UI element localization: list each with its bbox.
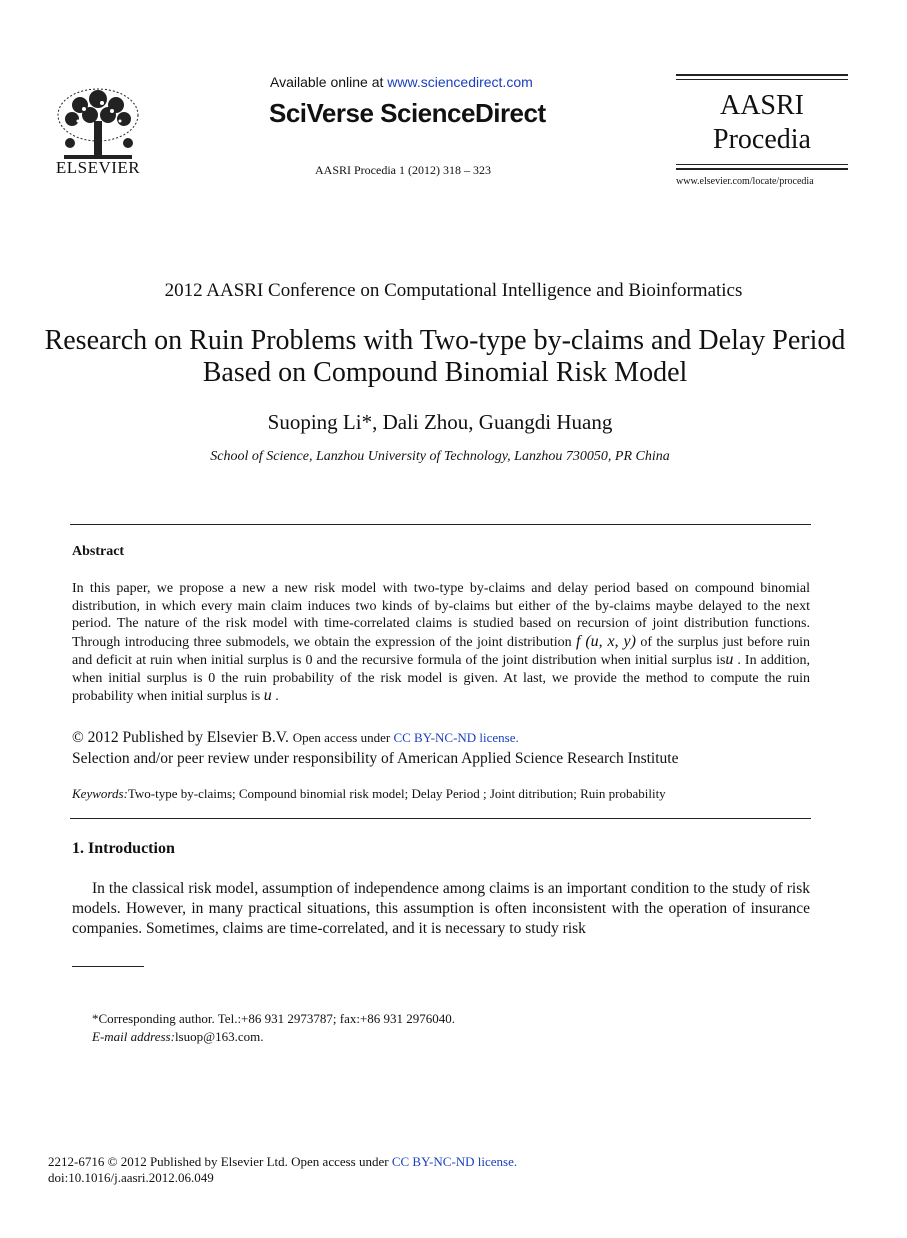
introduction-text: In the classical risk model, assumption of independence among claims is an important condition to the study of risk models. However, in many practical situations, this assumption is often inconsistent with the operation of insurance companies. Sometimes, claims are time-correlated, and it is necessary to study risk xyxy=(72,880,810,937)
abstract-top-rule xyxy=(70,524,811,525)
email-line xyxy=(92,1028,455,1046)
journal-name-line1: AASRI xyxy=(719,90,804,121)
journal-masthead xyxy=(676,74,848,172)
keywords xyxy=(72,786,812,802)
introduction-paragraph xyxy=(72,879,810,939)
sciencedirect-link[interactable]: www.sciencedirect.com xyxy=(387,74,533,90)
abstract-bottom-rule xyxy=(70,818,811,819)
copyright-block xyxy=(72,727,812,769)
copyright-line xyxy=(72,727,812,748)
email-address[interactable]: lsuop@163.com. xyxy=(174,1029,264,1044)
open-access-text: Open access under xyxy=(292,730,394,745)
conference-name: 2012 AASRI Conference on Computational Intelligence and Bioinformatics xyxy=(164,280,743,301)
masthead-rule-top-thin xyxy=(676,79,848,80)
footer-license-link[interactable]: CC BY-NC-ND license. xyxy=(391,1154,518,1169)
journal-citation: AASRI Procedia 1 (2012) 318 – 323 xyxy=(315,163,491,177)
abstract-heading: Abstract xyxy=(72,544,125,559)
abstract-text-3: . In addition, when initial surplus is 0 the ruin probability of the risk model is given. At last, we provide the method to compute the ruin probability when initial surplus is xyxy=(72,653,810,704)
footnote xyxy=(92,1010,455,1046)
masthead-rule-top xyxy=(676,74,848,76)
license-link[interactable]: CC BY-NC-ND license. xyxy=(393,730,519,745)
abstract-text-2: of the surplus just before ruin and deficit at ruin when initial surplus is 0 and the recursive formula of the joint distribution when initial surplus is xyxy=(72,634,810,668)
journal-name-line2: Procedia xyxy=(713,124,811,155)
corresponding-author: *Corresponding author. Tel.:+86 931 2973787; fax:+86 931 2976040. xyxy=(92,1011,456,1026)
section-heading-introduction: 1. Introduction xyxy=(72,840,175,857)
journal-url[interactable]: www.elsevier.com/locate/procedia xyxy=(676,176,814,187)
issn-line xyxy=(48,1154,517,1170)
affiliation: School of Science, Lanzhou University of Technology, Lanzhou 730050, PR China xyxy=(210,449,670,464)
author-list: Suoping Li*, Dali Zhou, Guangdi Huang xyxy=(267,410,613,434)
keywords-label: Keywords: xyxy=(72,786,128,801)
abstract-math-u: u xyxy=(725,651,734,668)
doi[interactable]: doi:10.1016/j.aasri.2012.06.049 xyxy=(48,1170,214,1185)
abstract-text-1: In this paper, we propose a new a new risk model with two-type by-claims and delay period based on compound binomial distribution, in which every main claim induces two kinds of by-claims but either of the by-claims maybe delayed to the next period. The nature of the risk model with time-correlated claims is studied based on recursion of joint distribution functions. Through introducing three submodels, we obtain the expression of the joint distribution xyxy=(72,581,810,650)
abstract-text-4: . xyxy=(271,689,279,704)
masthead-rule-bottom xyxy=(676,168,848,170)
copyright-main: © 2012 Published by Elsevier B.V. xyxy=(72,729,293,746)
masthead-rule-bottom-thin xyxy=(676,164,848,165)
available-prefix: Available online at xyxy=(270,74,388,90)
footnote-rule xyxy=(72,966,144,967)
paper-title: Research on Ruin Problems with Two-type by-claims and Delay Period Based on Compound Binomial Risk Model xyxy=(44,325,846,388)
abstract-math-u-2: u xyxy=(263,687,272,704)
abstract-math-joint-distribution: f (u, x, y) xyxy=(576,632,636,650)
available-online xyxy=(270,74,533,90)
peer-review-line: Selection and/or peer review under responsibility of American Applied Science Research Institute xyxy=(72,750,679,767)
publisher-name: ELSEVIER xyxy=(55,158,141,177)
issn-text: 2212-6716 © 2012 Published by Elsevier Ltd. Open access under xyxy=(48,1154,392,1169)
page-footer xyxy=(48,1154,517,1186)
email-label: E-mail address: xyxy=(92,1029,175,1044)
platform-name: SciVerse ScienceDirect xyxy=(269,98,546,128)
abstract-body xyxy=(72,580,810,706)
keywords-text: Two-type by-claims; Compound binomial risk model; Delay Period ; Joint ditribution; Ruin probability xyxy=(127,786,666,801)
